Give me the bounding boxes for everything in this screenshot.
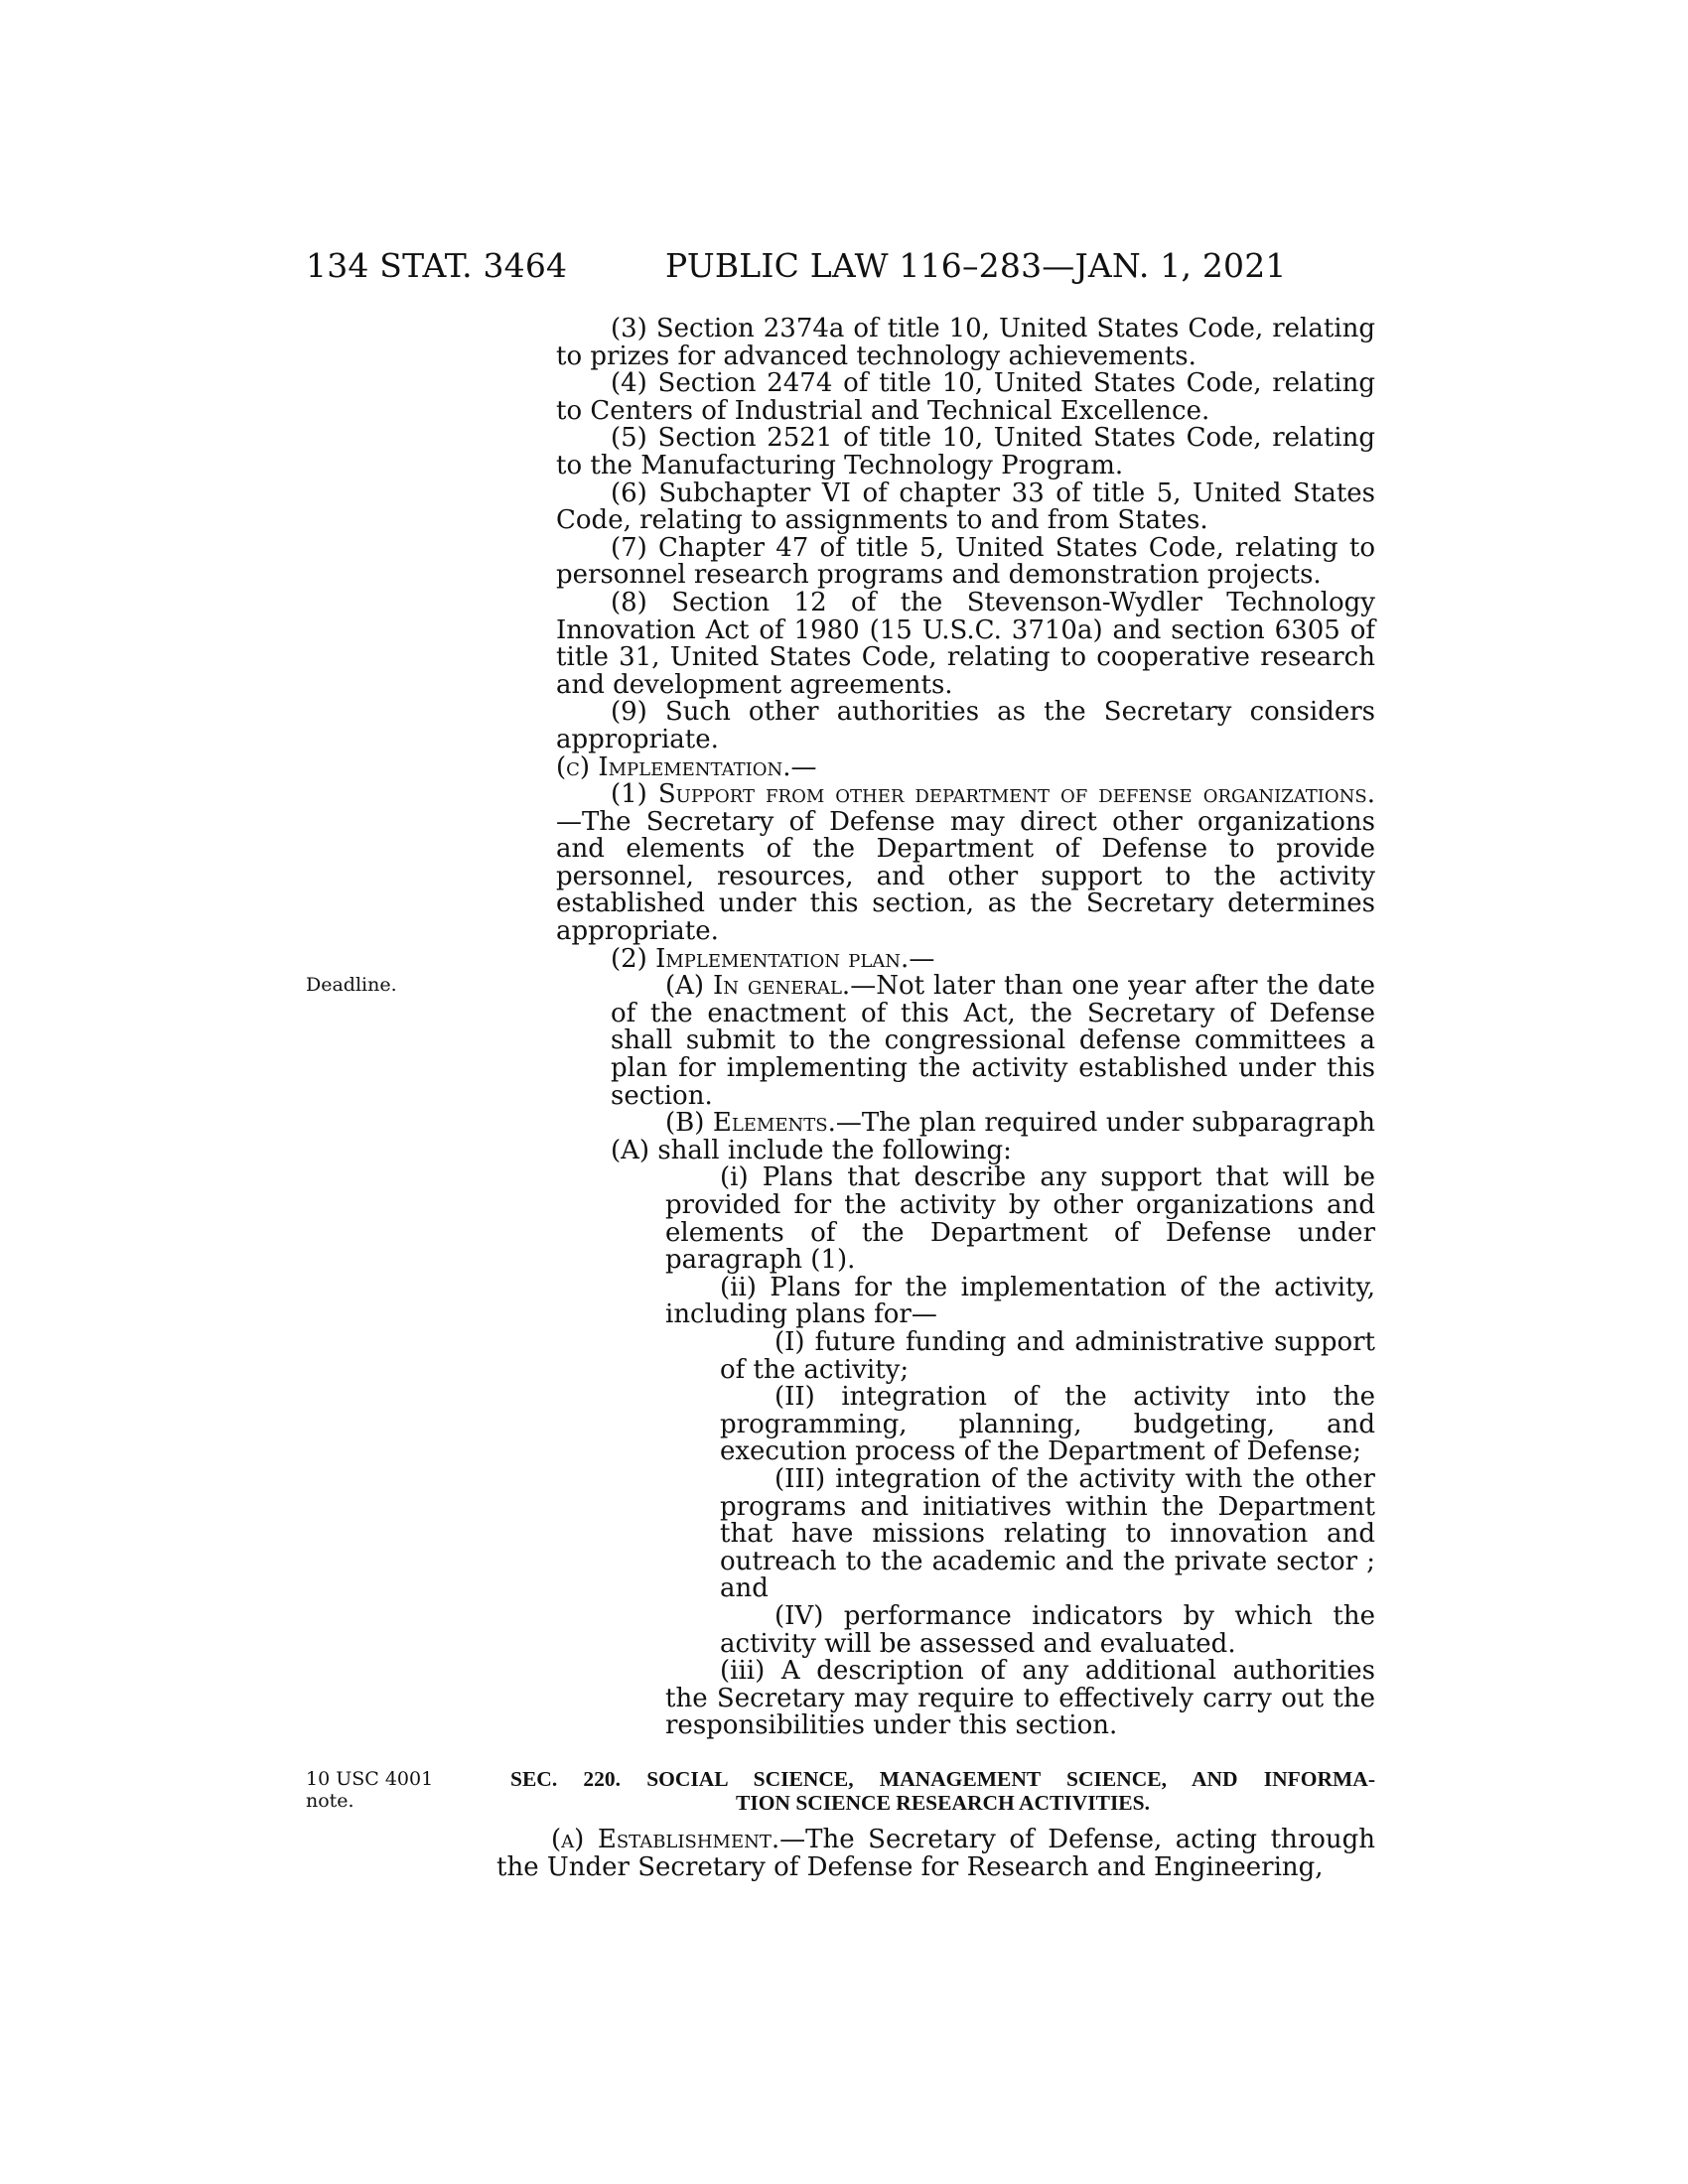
section-220-body	[496, 1827, 1375, 1881]
subparagraph-A-text: —Not later than one year after the date of the enactment of this Act, the Secretary of Defense shall submit to the congressional defense committees a plan for implementing the activity established under this section.	[611, 971, 1375, 1111]
subsection-c-heading-text: (c) Implementation.—	[556, 751, 817, 782]
paragraph-9: (9) Such other authorities as the Secretary considers appropriate.	[556, 697, 1375, 754]
subclause-IV: (IV) performance indicators by which the activity will be assessed and evaluated.	[720, 1600, 1375, 1659]
subparagraph-B-heading: (B) Elements.	[665, 1108, 836, 1139]
page-stat-reference: 134 STAT. 3464	[306, 246, 568, 285]
paragraph-4: (4) Section 2474 of title 10, United States Code, relating to Centers of Industrial and Technical Excellence.	[556, 368, 1375, 426]
subparagraph-A	[556, 973, 1375, 1110]
clause-ii: (ii) Plans for the implementation of the activity, including plans for—	[665, 1272, 1375, 1330]
margin-note-usc-line2: note.	[306, 1790, 354, 1812]
subclause-I: (I) future funding and administrative support of the activity;	[720, 1326, 1375, 1385]
subparagraph-B	[556, 1110, 1375, 1164]
margin-note-deadline: Deadline.	[306, 974, 397, 996]
subsection-c-heading	[556, 751, 1375, 782]
paragraph-7: (7) Chapter 47 of title 5, United States Code, relating to personnel research programs and demonstration projects.	[556, 532, 1375, 591]
subsection-a	[496, 1827, 1375, 1881]
subclause-II: (II) integration of the activity into the programming, planning, budgeting, and execution process of the Department of Defense;	[720, 1382, 1375, 1467]
subparagraph-B-text: —The plan required under subparagraph (A) shall include the following:	[611, 1108, 1376, 1165]
paragraph-c2-heading	[556, 943, 1375, 974]
section-220-heading	[510, 1767, 1375, 1815]
clause-i: (i) Plans that describe any support that will be provided for the activity by other organizations and elements of the Department of Defense under paragraph (1).	[665, 1162, 1375, 1276]
paragraph-c1	[556, 781, 1375, 946]
page-law-header: PUBLIC LAW 116–283—JAN. 1, 2021	[665, 246, 1287, 285]
paragraph-8: (8) Section 12 of the Stevenson-Wydler Technology Innovation Act of 1980 (15 U.S.C. 3710a) and section 6305 of title 31, United States Code, relating to cooperative research and development agreements.	[556, 587, 1375, 700]
subsection-a-text: —The Secretary of Defense, acting through the Under Secretary of Defense for Research and Engineering,	[496, 1825, 1375, 1882]
section-220-title-line1: SEC. 220. SOCIAL SCIENCE, MANAGEMENT SCIENCE, AND INFORMA-	[510, 1767, 1375, 1791]
subclause-III: (III) integration of the activity with the other programs and initiatives within the Department that have missions relating to innovation and outreach to the academic and the private sector ; and	[720, 1463, 1375, 1604]
margin-note-usc	[306, 1768, 455, 1812]
subsection-a-heading: (a) Establishment.	[551, 1825, 780, 1854]
paragraph-3: (3) Section 2374a of title 10, United States Code, relating to prizes for advanced technology achievements.	[556, 314, 1375, 371]
paragraph-c2-heading-text: (2) Implementation plan.—	[611, 943, 935, 974]
paragraph-c1-heading: (1) Support from other department of defense organizations.	[611, 779, 1375, 810]
section-220-title	[510, 1767, 1375, 1815]
paragraph-c1-text: —The Secretary of Defense may direct other organizations and elements of the Department of Defense to provide personnel, resources, and other support to the activity established under this section, as the Secretary determines appropriate.	[556, 806, 1375, 947]
paragraph-5: (5) Section 2521 of title 10, United States Code, relating to the Manufacturing Technology Program.	[556, 423, 1375, 480]
clause-iii: (iii) A description of any additional authorities the Secretary may require to effectively carry out the responsibilities under this section.	[665, 1656, 1375, 1741]
section-220-title-line2: TION SCIENCE RESEARCH ACTIVITIES.	[736, 1791, 1150, 1815]
subparagraph-A-heading: (A) In general.	[665, 971, 851, 1002]
margin-note-usc-line1: 10 USC 4001	[306, 1768, 434, 1790]
paragraph-6: (6) Subchapter VI of chapter 33 of title 5, United States Code, relating to assignments to and from States.	[556, 478, 1375, 536]
document-body	[556, 316, 1375, 1740]
